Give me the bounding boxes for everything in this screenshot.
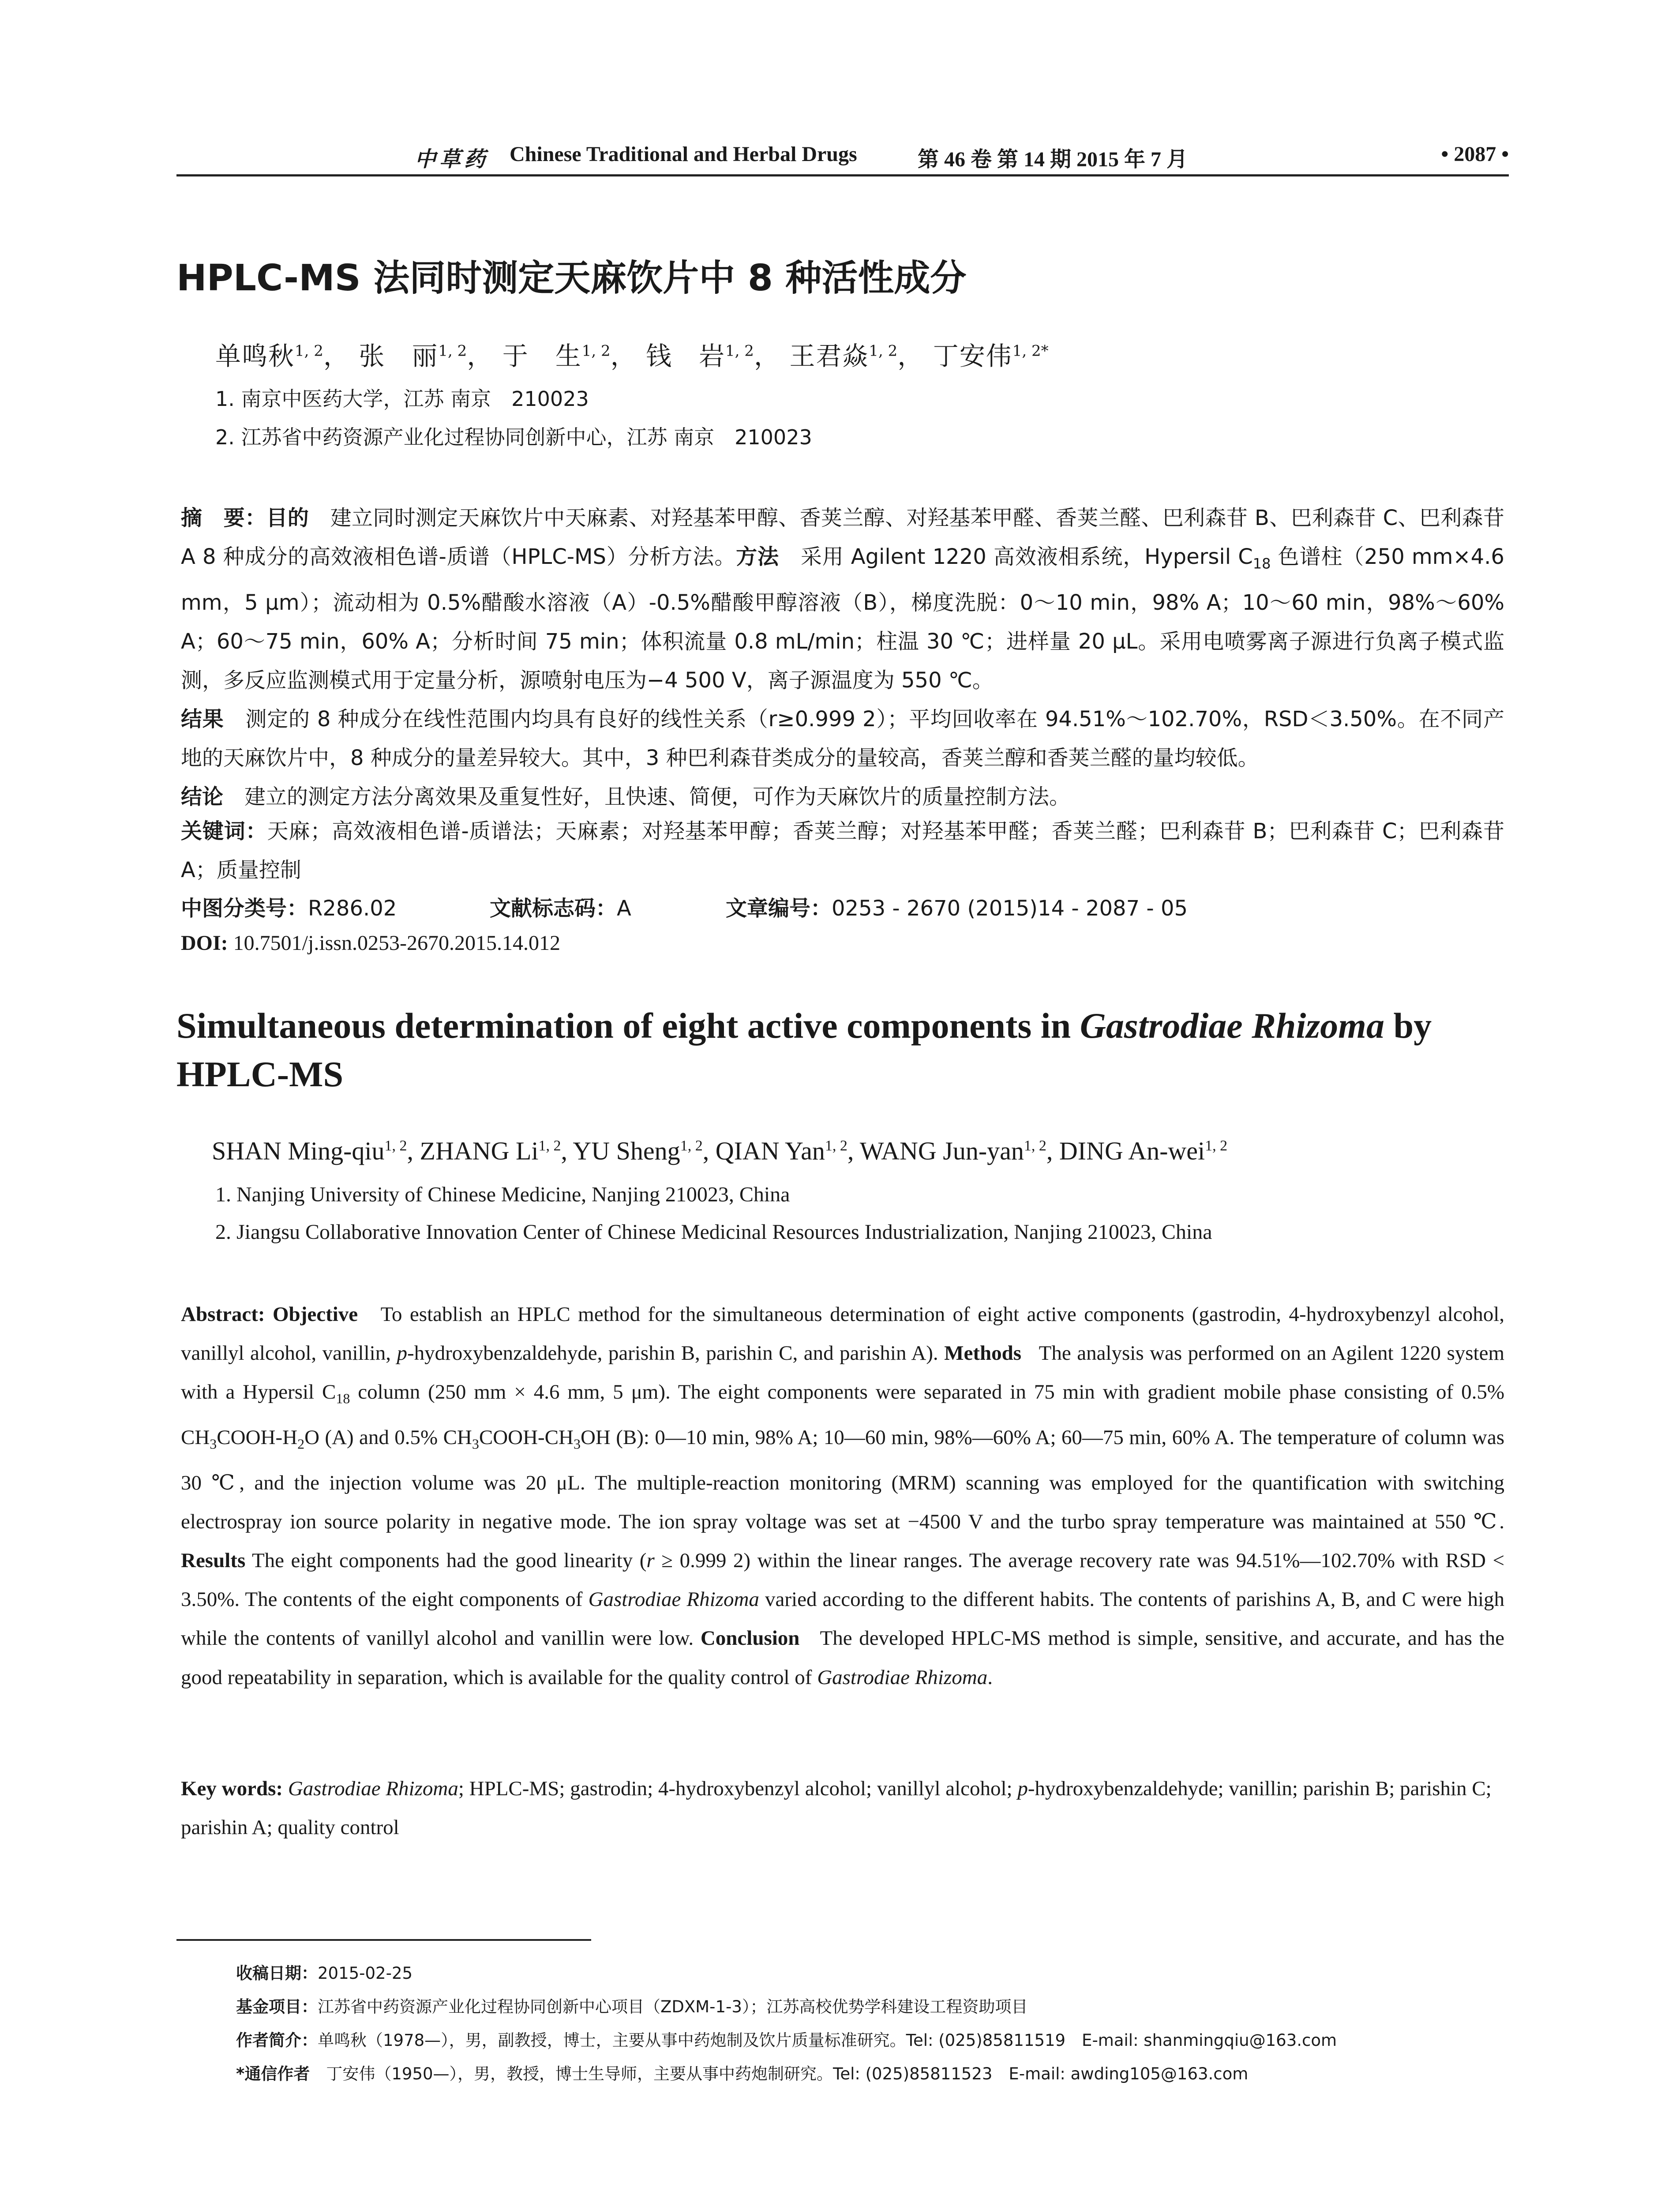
author-affiliation-mark: 1, 2 xyxy=(295,342,323,360)
affiliation-cn: 1. 南京中医药大学，江苏 南京 210023 xyxy=(215,387,589,411)
footnote-divider xyxy=(176,1939,591,1941)
conclusion-text: 建立的测定方法分离效果及重复性好，且快速、简便，可作为天麻饮片的质量控制方法。 xyxy=(244,784,1071,809)
received-date: 收稿日期：2015-02-25 xyxy=(236,1964,413,1983)
footnotes xyxy=(236,1957,1515,2091)
running-header xyxy=(176,142,1509,169)
paper-title-en: Simultaneous determination of eight active components in Gastrodiae Rhizoma by HPLC-MS xyxy=(176,1005,1432,1094)
doi-label: DOI: xyxy=(181,931,228,955)
header-divider xyxy=(176,174,1509,176)
article-number: 文章编号：0253 - 2670 (2015)14 - 2087 - 05 xyxy=(726,896,1188,921)
results-text: The eight components had the good linearity ( xyxy=(251,1549,647,1572)
author-affiliation-mark: 1, 2 xyxy=(725,342,754,360)
page-number: • 2087 • xyxy=(1441,143,1509,166)
paper-title-cn: HPLC-MS 法同时测定天麻饮片中 8 种活性成分 xyxy=(176,257,967,299)
doi-value[interactable]: 10.7501/j.issn.0253-2670.2015.14.012 xyxy=(233,931,561,955)
author-name: SHAN Ming-qiu xyxy=(212,1137,385,1165)
conclusion-label: Conclusion xyxy=(700,1627,800,1650)
author-affiliation-mark: 1, 2 xyxy=(869,342,898,360)
issue-info: 第 46 卷 第 14 期 2015 年 7 月 xyxy=(918,148,1188,171)
objective-text: 建立同时测定天麻饮片中天麻素、对羟基苯甲醇、香荚兰醇、对羟基苯甲醛、香荚兰醛、巴利森苷 B、巴利森苷 C、巴利森苷 A 8 种成分的高效液相色谱-质谱（HPLC-MS）分析方法。 xyxy=(181,506,1504,569)
author-name: 钱 岩 xyxy=(646,341,726,371)
author-list-cn: 单鸣秋$^{1, 2}$， 张 丽$^{1, 2}$， 于 生$^{1, 2}$， 钱 岩$^{1, 2}$， 王君焱$^{1, 2}$， 丁安伟$^{1, 2*}$ xyxy=(215,341,1049,371)
conclusion-label: 结论 xyxy=(181,784,224,809)
clc-number: 中图分类号：R286.02 xyxy=(181,896,397,921)
author-affiliation-mark: 1, 2 xyxy=(438,342,467,360)
results-label: Results xyxy=(181,1549,246,1572)
subscript: 18 xyxy=(1252,555,1271,572)
author-affiliation-mark: 1, 2* xyxy=(1012,342,1049,360)
affiliation-cn: 2. 江苏省中药资源产业化过程协同创新中心，江苏 南京 210023 xyxy=(215,425,812,449)
author-name: WANG Jun-yan xyxy=(859,1137,1024,1165)
objective-text: To establish an HPLC method for the simultaneous determination of eight active components (gastrodin, 4-hydroxybenzyl alcohol, vanillyl alcohol, vanillin, xyxy=(181,1303,1505,1365)
objective-label: 目的 xyxy=(266,506,309,530)
methods-text: The analysis was performed on an Agilent 1220 system with a Hypersil C xyxy=(181,1342,1505,1404)
author-name: 王君焱 xyxy=(789,341,869,371)
abstract-label: Abstract: xyxy=(181,1303,265,1326)
journal-name-en: Chinese Traditional and Herbal Drugs xyxy=(510,143,857,166)
methods-label: 方法 xyxy=(736,544,779,569)
keywords-text: 天麻；高效液相色谱-质谱法；天麻素；对羟基苯甲醇；香荚兰醇；对羟基苯甲醛；香荚兰醛；巴利森苷 B；巴利森苷 C；巴利森苷 A；质量控制 xyxy=(181,819,1504,882)
objective-label: Objective xyxy=(273,1303,358,1326)
author-name: QIAN Yan xyxy=(715,1137,825,1165)
journal-name-cn: 中草药 xyxy=(415,148,489,171)
author-name: ZHANG Li xyxy=(420,1137,539,1165)
abstract-en: Abstract: Objective To establish an HPLC method for the simultaneous determination of eight active components (gastrodin, 4-hydroxybenzyl alcohol, vanillyl alcohol, vanillin, p-hydroxybenzaldehyde, parishin B, parishin C, and parishin A). Methods The analysis was performed on an Agilent 1220 system with a Hypersil $C_{18}$ column (250 mm × 4.6 mm, 5 μm). The eight components were separated in 75 min with gradient mobile phase consisting of 0.5% $CH_3COOH-H_2O$ (A) and 0.5% $CH_3COOH-CH_3OH$ (B): 0—10 min, 98% A; 10—60 min, 98%—60% A; 60—75 min, 60% A. The temperature of column was 30 ℃, and the injection volume was 20 μL. The multiple-reaction monitoring (MRM) scanning was employed for the quantification with switching electrospray ion source polarity in negative mode. The ion spray voltage was set at −4500 V and the turbo spray temperature was maintained at 550 ℃. Results The eight components had the good linearity (r ≥ 0.999 2) within the linear ranges. The average recovery rate was 94.51%—102.70% with RSD < 3.50%. The contents of the eight components of Gastrodiae Rhizoma varied according to the different habits. The contents of parishins A, B, and C were high while the contents of vanillyl alcohol and vanillin were low. Conclusion The developed HPLC-MS method is simple, sensitive, and accurate, and has the good repeatability in separation, which is available for the quality control of Gastrodiae Rhizoma. xyxy=(181,1303,1505,1689)
affiliation-en: 2. Jiangsu Collaborative Innovation Center of Chinese Medicinal Resources Industrialization, Nanjing 210023, China xyxy=(215,1220,1212,1244)
author-bio: 作者简介：单鸣秋（1978—），男，副教授，博士，主要从事中药炮制及饮片质量标准研究。Tel: (025)85811519 E-mail: shanmingqiu@163.com xyxy=(236,2031,1337,2050)
methods-label: Methods xyxy=(944,1342,1022,1365)
results-text: 测定的 8 种成分在线性范围内均具有良好的线性关系（r≥0.999 2）；平均回收率在 94.51%～102.70%，RSD＜3.50%。在不同产地的天麻饮片中，8 种成分的量差异较大。其中，3 种巴利森苷类成分的量较高，香荚兰醇和香荚兰醛的量均较低。 xyxy=(181,706,1504,770)
methods-text: 采用 Agilent 1220 高效液相系统，Hypersil C xyxy=(800,544,1253,569)
author-name: DING An-wei xyxy=(1059,1137,1205,1165)
author-name: 丁安伟 xyxy=(933,341,1012,371)
funding-note: 基金项目：江苏省中药资源产业化过程协同创新中心项目（ZDXM-1-3）；江苏高校优势学科建设工程资助项目 xyxy=(236,1997,1028,2016)
keywords-cn xyxy=(181,812,1504,889)
conclusion-text: The developed HPLC-MS method is simple, sensitive, and accurate, and has the good repeatability in separation, which is available for the quality control of xyxy=(181,1627,1505,1689)
author-name: 单鸣秋 xyxy=(215,341,295,371)
document-code: 文献标志码：A xyxy=(490,896,631,921)
keywords-en: Key words: Gastrodiae Rhizoma; HPLC-MS; gastrodin; 4-hydroxybenzyl alcohol; vanillyl alcohol; p-hydroxybenzaldehyde; vanillin; parishin B; parishin C; parishin A; quality control xyxy=(181,1777,1492,1839)
abstract-cn xyxy=(181,499,1504,816)
affiliation-en: 1. Nanjing University of Chinese Medicine, Nanjing 210023, China xyxy=(215,1183,790,1206)
doi xyxy=(181,931,560,955)
methods-text: 色谱柱（250 mm×4.6 mm，5 μm）；流动相为 0.5%醋酸水溶液（A）-0.5%醋酸甲醇溶液（B），梯度洗脱：0～10 min，98% A；10～60 min，98%～60% A；60～75 min，60% A；分析时间 75 min；体积流量 0.8 mL/min；柱温 30 ℃；进样量 20 μL。采用电喷雾离子源进行负离子模式监测，多反应监测模式用于定量分析，源喷射电压为−4 500 V，离子源温度为 550 ℃。 xyxy=(181,544,1504,693)
corresponding-author: *通信作者 丁安伟（1950—），男，教授，博士生导师，主要从事中药炮制研究。Tel: (025)85811523 E-mail: awding105@163.com xyxy=(236,2064,1249,2083)
keywords-label: 关键词： xyxy=(181,819,267,844)
author-name: 张 丽 xyxy=(359,341,439,371)
author-name: 于 生 xyxy=(502,341,582,371)
author-list-en: SHAN Ming-qiu$^{1, 2}$, ZHANG Li$^{1, 2}$, YU Sheng$^{1, 2}$, QIAN Yan$^{1, 2}$, WANG Jun-yan$^{1, 2}$, DING An-wei$^{1, 2}$ xyxy=(212,1137,1228,1165)
keywords-label: Key words: xyxy=(181,1777,283,1800)
author-affiliation-mark: 1, 2 xyxy=(581,342,611,360)
abstract-label: 摘 要： xyxy=(181,506,266,530)
author-name: YU Sheng xyxy=(573,1137,680,1165)
results-label: 结果 xyxy=(181,706,224,732)
